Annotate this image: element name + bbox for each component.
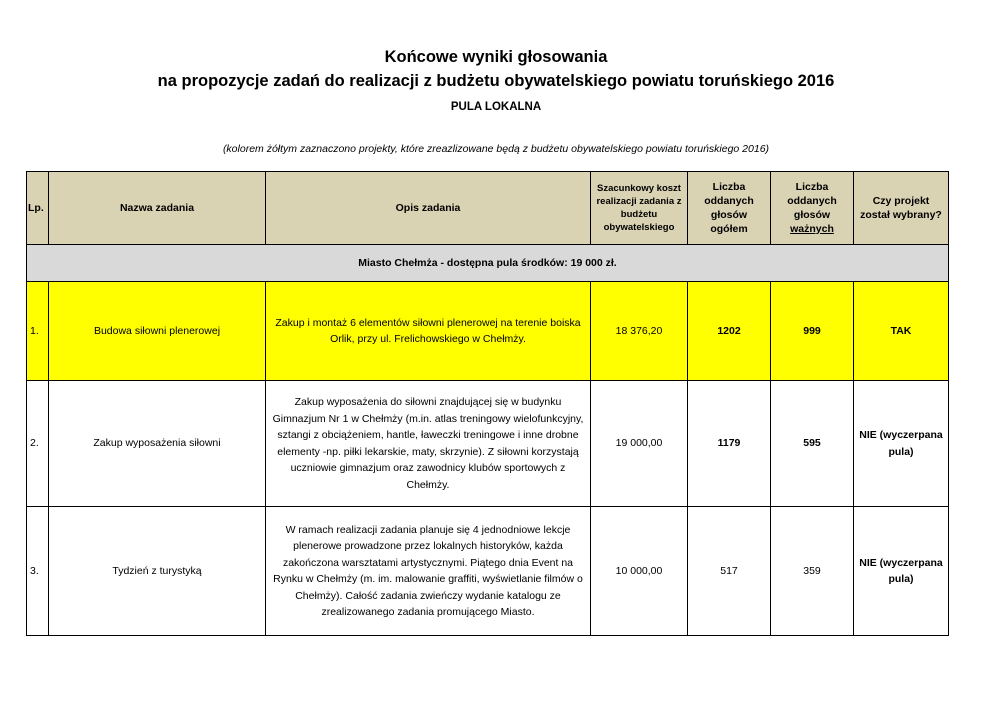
- cell-name: Budowa siłowni plenerowej: [49, 282, 266, 381]
- cell-votes-valid: 999: [771, 282, 854, 381]
- cell-lp: 2.: [27, 381, 49, 507]
- column-header-votes-total: Liczba oddanych głosów ogółem: [688, 172, 771, 245]
- page-title-line2: na propozycje zadań do realizacji z budżetu obywatelskiego powiatu toruńskiego 2016: [157, 72, 835, 90]
- cell-cost: 10 000,00: [591, 507, 688, 636]
- cell-votes-total: 1202: [688, 282, 771, 381]
- cell-lp: 3.: [27, 507, 49, 636]
- column-header-votes-valid-emphasis: ważnych: [790, 223, 834, 235]
- section-title: Miasto Chełmża - dostępna pula środków: 19 000 zł.: [27, 245, 949, 282]
- section-row: [27, 245, 949, 282]
- cell-selected: NIE (wyczerpana pula): [854, 381, 949, 507]
- legend-note: (kolorem żółtym zaznaczono projekty, które zreazlizowane będą z budżetu obywatelskiego powiatu toruńskiego 2016): [222, 143, 770, 155]
- column-header-name: Nazwa zadania: [49, 172, 266, 245]
- results-table: [26, 171, 949, 636]
- cell-votes-valid: 359: [771, 507, 854, 636]
- cell-description: Zakup i montaż 6 elementów siłowni plenerowej na terenie boiska Orlik, przy ul. Frelichowskiego w Chełmży.: [266, 282, 591, 381]
- table-row: [27, 381, 949, 507]
- table-row: [27, 282, 949, 381]
- cell-lp: 1.: [27, 282, 49, 381]
- cell-description: Zakup wyposażenia do siłowni znajdującej się w budynku Gimnazjum Nr 1 w Chełmży (m.in. atlas treningowy wielofunkcyjny, sztangi z obciążeniem, hantle, ławeczki treningowe i inne drobne elementy -np. piłki lekarskie, maty, skrzynie). Z siłowni korzystają uczniowie gimnazjum oraz zawodnicy klubów sportowych z Chełmży.: [266, 381, 591, 507]
- page-subtitle: PULA LOKALNA: [450, 101, 542, 113]
- page-title: Końcowe wyniki głosowania: [384, 48, 608, 66]
- cell-cost: 18 376,20: [591, 282, 688, 381]
- column-header-votes-valid-label: Liczba oddanych głosów: [787, 181, 837, 221]
- column-header-description: Opis zadania: [266, 172, 591, 245]
- cell-votes-valid: 595: [771, 381, 854, 507]
- cell-name: Zakup wyposażenia siłowni: [49, 381, 266, 507]
- table-row: [27, 507, 949, 636]
- cell-description: W ramach realizacji zadania planuje się 4 jednodniowe lekcje plenerowe prowadzone przez lokalnych historyków, każda zakończona warsztatami artystycznymi. Piątego dnia Event na Rynku w Chełmży (m. im. malowanie graffiti, wyświetlanie filmów o Chełmży). Całość zadania zwieńczy wydanie katalogu ze zrealizowanego zadania promującego Miasto.: [266, 507, 591, 636]
- cell-cost: 19 000,00: [591, 381, 688, 507]
- cell-selected: TAK: [854, 282, 949, 381]
- cell-votes-total: 1179: [688, 381, 771, 507]
- cell-name: Tydzień z turystyką: [49, 507, 266, 636]
- column-header-lp: Lp.: [27, 172, 49, 245]
- table-header-row: [27, 172, 949, 245]
- column-header-votes-valid: [771, 172, 854, 245]
- cell-selected: NIE (wyczerpana pula): [854, 507, 949, 636]
- column-header-cost: Szacunkowy koszt realizacji zadania z budżetu obywatelskiego: [591, 172, 688, 245]
- cell-votes-total: 517: [688, 507, 771, 636]
- column-header-selected: Czy projekt został wybrany?: [854, 172, 949, 245]
